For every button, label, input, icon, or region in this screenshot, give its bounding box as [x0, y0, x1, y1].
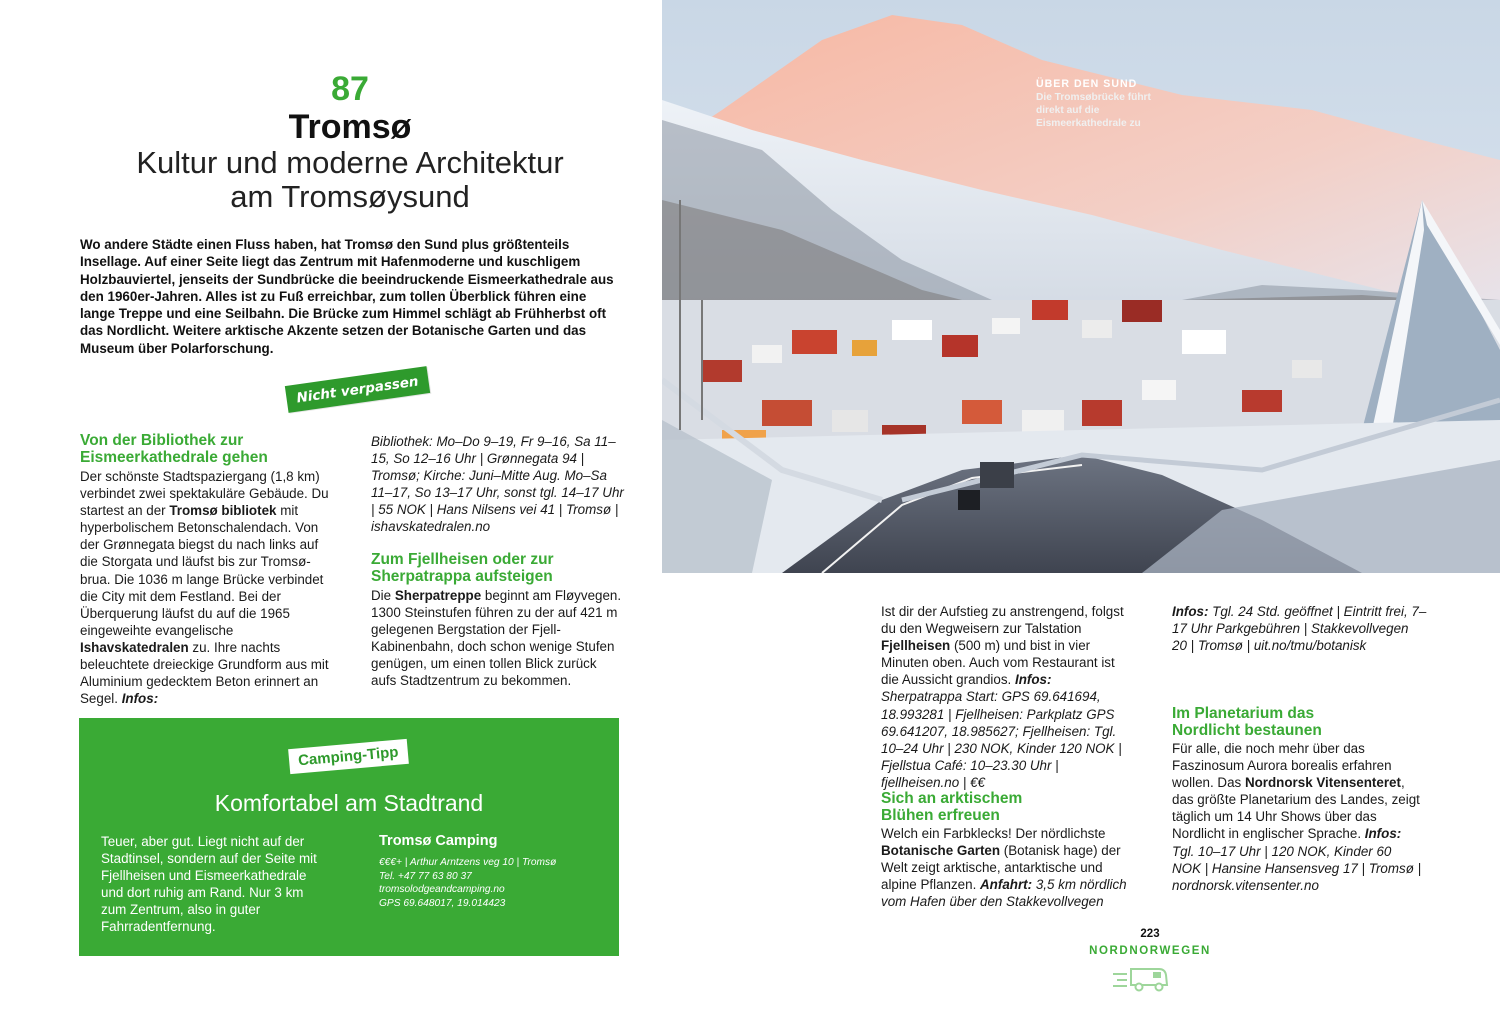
camping-tip-text: Teuer, aber gut. Liegt nicht auf der Stadtinsel, sondern auf der Seite mit Fjellheisen und Eismeerkathedrale und dort ruhig am Rand. Nur 3 km zum Zentrum, also in guter Fahrradentfernung.: [101, 834, 317, 934]
subtitle-line-2: am Tromsøysund: [230, 179, 470, 214]
campsite-name: Tromsø Camping: [379, 833, 498, 849]
section-text-fjellheisen: Die Sherpatreppe beginnt am Fløyvegen. 1300 Steinstufen führen zu der auf 421 m gelegenen Bergstation der Fjell-Kabinenbahn, doch schon wenige Stufen genügen, um einen tollen Blick zurück aufs Stadtzentrum zu bekommen.: [371, 588, 622, 689]
campsite-details: €€€+ | Arthur Arntzens veg 10 | Tromsø Tel. +47 77 63 80 37 tromsolodgeandcamping.no GPS 69.648017, 19.014423: [379, 857, 557, 910]
page-title: Tromsø: [288, 108, 412, 146]
section-infos-garten: Infos: Tgl. 24 Std. geöffnet | Eintritt frei, 7–17 Uhr Parkgebühren | Stakkevollvegen 20 | Tromsø | uit.no/tmu/botanisk: [1172, 604, 1427, 654]
camping-tip-title: Komfortabel am Stadtrand: [214, 790, 484, 816]
section-title-garten: Sich an arktischem Blühen erfreuen: [881, 790, 1023, 824]
chapter-number: 87: [331, 70, 369, 108]
camper-van-icon: [1113, 965, 1169, 998]
page-number: 223: [1140, 928, 1160, 940]
nicht-verpassen-stamp: Nicht verpassen: [285, 366, 430, 413]
subtitle-line-1: Kultur und moderne Architektur: [136, 145, 564, 180]
section-text-planetarium: Für alle, die noch mehr über das Faszinosum Aurora borealis erfahren wollen. Das Nordnorsk Vitensenteret, das größte Planetarium des Landes, zeigt täglich um 14 Uhr Shows über das Nordlicht in englischer Sprache. Infos: Tgl. 10–17 Uhr | 120 NOK, Kinder 60 NOK | Hansine Hansensveg 17 | Tromsø | nordnorsk.vitensenter.no: [1172, 741, 1422, 893]
intro-paragraph: Wo andere Städte einen Fluss haben, hat Tromsø den Sund plus größtenteils Insellage. Auf einer Seite liegt das Zentrum mit Hafenmoderne und kuschligem Holzbauviertel, jenseits der Sundbrücke die beeindruckende Eismeerkathedrale aus den 1960er-Jahren. Alles ist zu Fuß erreichbar, zum tollen Überblick führen eine lange Treppe und eine Seilbahn. Die Brücke zum Himmel schlägt ab Frühherbst oft das Nordlicht. Weitere arktische Akzente setzen der Botanische Garten und das Museum über Polarforschung.: [80, 237, 614, 356]
section-text-bibliothek: Der schönste Stadtspaziergang (1,8 km) verbindet zwei spektakuläre Gebäude. Du startest an der Tromsø bibliotek mit hyperbolischem Betonschalendach. Von der Grønnegata biegst du nach links auf die Storgata und läufst bis zur Tromsøbrua. Die 1036 m lange Brücke verbindet die City mit dem Festland. Bei der Überquerung läufst du auf die 1965 eingeweihte evangelische Ishavskatedralen zu. Ihre nachts beleuchtete dreieckige Grundform aus mit Aluminium gedecktem Beton erinnert an Segel. Infos:: [80, 469, 329, 707]
section-text-garten: Welch ein Farbklecks! Der nördlichste Botanische Garten (Botanisk hage) der Welt zeigt arktische, antarktische und alpine Pflanzen. Anfahrt: 3,5 km nördlich vom Hafen über den Stakkevollvegen: [881, 826, 1127, 910]
section-title-bibliothek: Von der Bibliothek zur Eismeerkathedrale gehen: [80, 432, 268, 466]
photo-caption-heading: ÜBER DEN SUND: [1036, 78, 1138, 90]
photo-caption-text: Die Tromsøbrücke führt direkt auf die Eismeerkathedrale zu: [1036, 92, 1151, 129]
camping-tip-box: [79, 718, 619, 956]
section-text-fjellheisen-cont: Ist dir der Aufstieg zu anstrengend, folgst du den Wegweisern zur Talstation Fjellheisen (500 m) und bist in vier Minuten oben. Auch vom Restaurant ist die Aussicht grandios. Infos: Sherpatrappa Start: GPS 69.641694, 18.993281 | Fjellheisen: Parkplatz GPS 69.641207, 18.985627; Fjellheisen: Tgl. 10–24 Uhr | 230 NOK, Kinder 120 NOK | Fjellstua Café: 10–23.30 Uhr | fjellheisen.no | €€: [881, 604, 1124, 790]
region-label: NORDNORWEGEN: [1089, 945, 1211, 957]
section-title-planetarium: Im Planetarium das Nordlicht bestaunen: [1172, 705, 1322, 739]
section-title-fjellheisen: Zum Fjellheisen oder zur Sherpatrappa aufsteigen: [371, 551, 554, 585]
section-infos-bibliothek: Bibliothek: Mo–Do 9–19, Fr 9–16, Sa 11–15, So 12–16 Uhr | Grønnegata 94 | Tromsø; Kirche: Juni–Mitte Aug. Mo–Sa 11–17, So 13–17 Uhr, sonst tgl. 14–17 Uhr | 55 NOK | Hans Nilsens vei 41 | Tromsø | ishavskatedralen.no: [371, 434, 624, 535]
camping-tip-label: Camping-Tipp: [288, 739, 408, 774]
page-subtitle: [0, 146, 700, 214]
